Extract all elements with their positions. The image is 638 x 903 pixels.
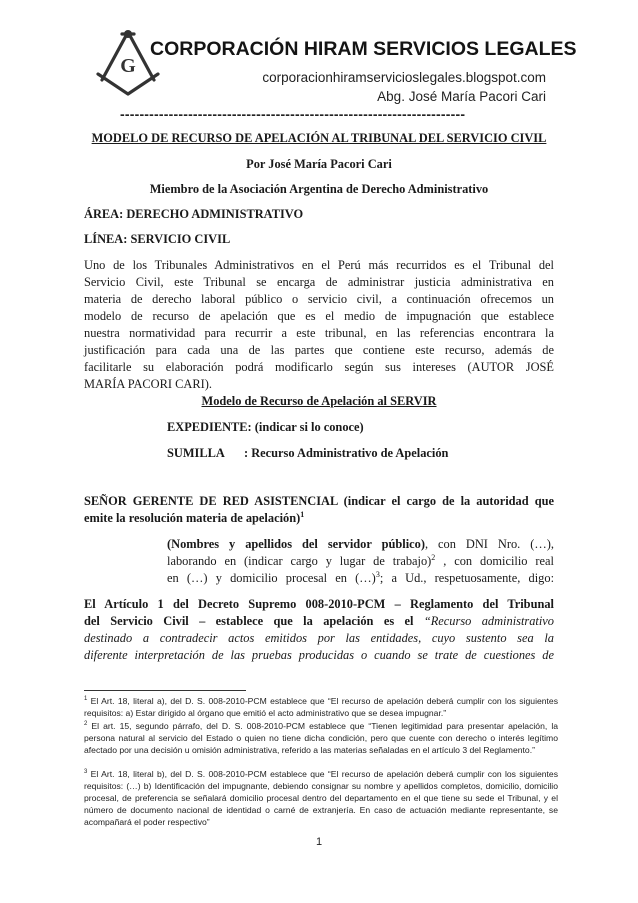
page-number: 1	[315, 836, 323, 848]
addressee-line-2: emite la resolución materia de apelación)$^1$	[84, 509, 305, 525]
party-line-1: (Nombres y apellidos del servidor público), con DNI Nro. (…),	[167, 537, 554, 551]
intro-line: nuestra normatividad para recurrir a este tribunal, en las referencias encontrara la	[84, 326, 554, 340]
intro-line: Servicio Civil, este Tribunal se encarga de administrar justicia administrativa en	[84, 275, 554, 289]
footnote-ref: 2	[431, 552, 436, 562]
footnote: $^3$ El Art. 18, literal b), del D. S. 008-2010-PCM establece que “El recurso de apelación deberá cumplir con los siguientes requisitos: (…) b) Identificación del impugnante, debiendo consignar su nombre y apellidos completos, domicilio, domicilio procesal, de preferencia se señalará domicilio procesal dentro del departamento en el que tiene su sede el Tribunal, y el número de documento nacional de identidad o carné de extranjería. En caso de actuación mediante representante, se acompañará el poder respectivo”	[84, 769, 558, 827]
article-line-1: El Artículo 1 del Decreto Supremo 008-2010-PCM – Reglamento del Tribunal	[84, 597, 554, 611]
expediente: EXPEDIENTE: (indicar si lo conoce)	[167, 420, 364, 434]
model-title: Modelo de Recurso de Apelación al SERVIR	[201, 394, 437, 408]
intro-line: materia de derecho laboral público o servicio civil, a continuación ofrecemos un	[84, 292, 554, 306]
sumilla-value: : Recurso Administrativo de Apelación	[244, 446, 449, 460]
party-line-2: laborando en (indicar cargo y lugar de trabajo)$^2$ , con domicilio real	[167, 552, 554, 568]
byline: Por José María Pacori Cari	[246, 157, 392, 171]
intro-line: modelo de recurso de apelación que es el medio de impugnación que establece	[84, 309, 554, 323]
sumilla-label: SUMILLA	[167, 446, 225, 460]
area-line: ÁREA: DERECHO ADMINISTRATIVO	[84, 207, 304, 221]
membership: Miembro de la Asociación Argentina de Derecho Administrativo	[149, 182, 489, 196]
footnote: $^2$ El art. 15, segundo párrafo, del D. S. 008-2010-PCM establece que “Tienen legitimidad para presentar apelación, la persona natural al servicio del Estado o quien no tiene dicha condición, pero que cuente con derecho o interés legítimo afectado por una decisión u omisión administrativa, referido a las materias señaladas en el artículo 3 del Reglamento.”	[84, 721, 559, 755]
footnote-separator	[84, 690, 246, 691]
party-line-3: en (…) y domicilio procesal en (…)$^3$; a Ud., respetuosamente, digo:	[167, 569, 555, 585]
footnote: $^1$ El Art. 18, literal a), del D. S. 008-2010-PCM establece que “El recurso de apelación deberá cumplir con los siguientes requisitos: a) Estar dirigido al órgano que emitió el acto administrativo que se desea impugnar.”	[84, 696, 558, 718]
addressee-line-1: SEÑOR GERENTE DE RED ASISTENCIAL (indicar el cargo de la autoridad que	[84, 494, 554, 508]
article-line-4: diferente interpretación de las pruebas producidas o cuando se trate de cuestiones de	[84, 648, 554, 662]
intro-line: facilitarle su elaboración podrá modificarlo según sus intereses (AUTOR JOSÉ	[84, 360, 554, 374]
header-divider: -----------------------------------------------------------------------	[120, 106, 466, 122]
intro-line: Uno de los Tribunales Administrativos en el Perú más recurridos es el Tribunal del	[84, 258, 554, 272]
blog-url: corporacionhiramservicioslegales.blogspot.com	[262, 70, 546, 85]
document-title: MODELO DE RECURSO DE APELACIÓN AL TRIBUNAL DEL SERVICIO CIVIL	[91, 131, 547, 145]
footnote-ref: 3	[375, 569, 380, 579]
intro-line: MARÍA PACORI CARI).	[84, 377, 212, 391]
intro-line: justificación para cada una de las partes que contiene este recurso, además de	[84, 343, 554, 357]
article-line-2: del Servicio Civil – establece que la apelación es el “Recurso administrativo	[84, 614, 554, 628]
article-line-3: destinado a contradecir actos emitidos por las entidades, cuyo sustento sea la	[84, 631, 554, 645]
company-title: CORPORACIÓN HIRAM SERVICIOS LEGALES	[150, 38, 577, 60]
linea-line: LÍNEA: SERVICIO CIVIL	[84, 232, 231, 246]
logo-letter: G	[120, 55, 136, 77]
footnote-ref: 1	[300, 509, 305, 519]
header-author: Abg. José María Pacori Cari	[377, 89, 546, 104]
